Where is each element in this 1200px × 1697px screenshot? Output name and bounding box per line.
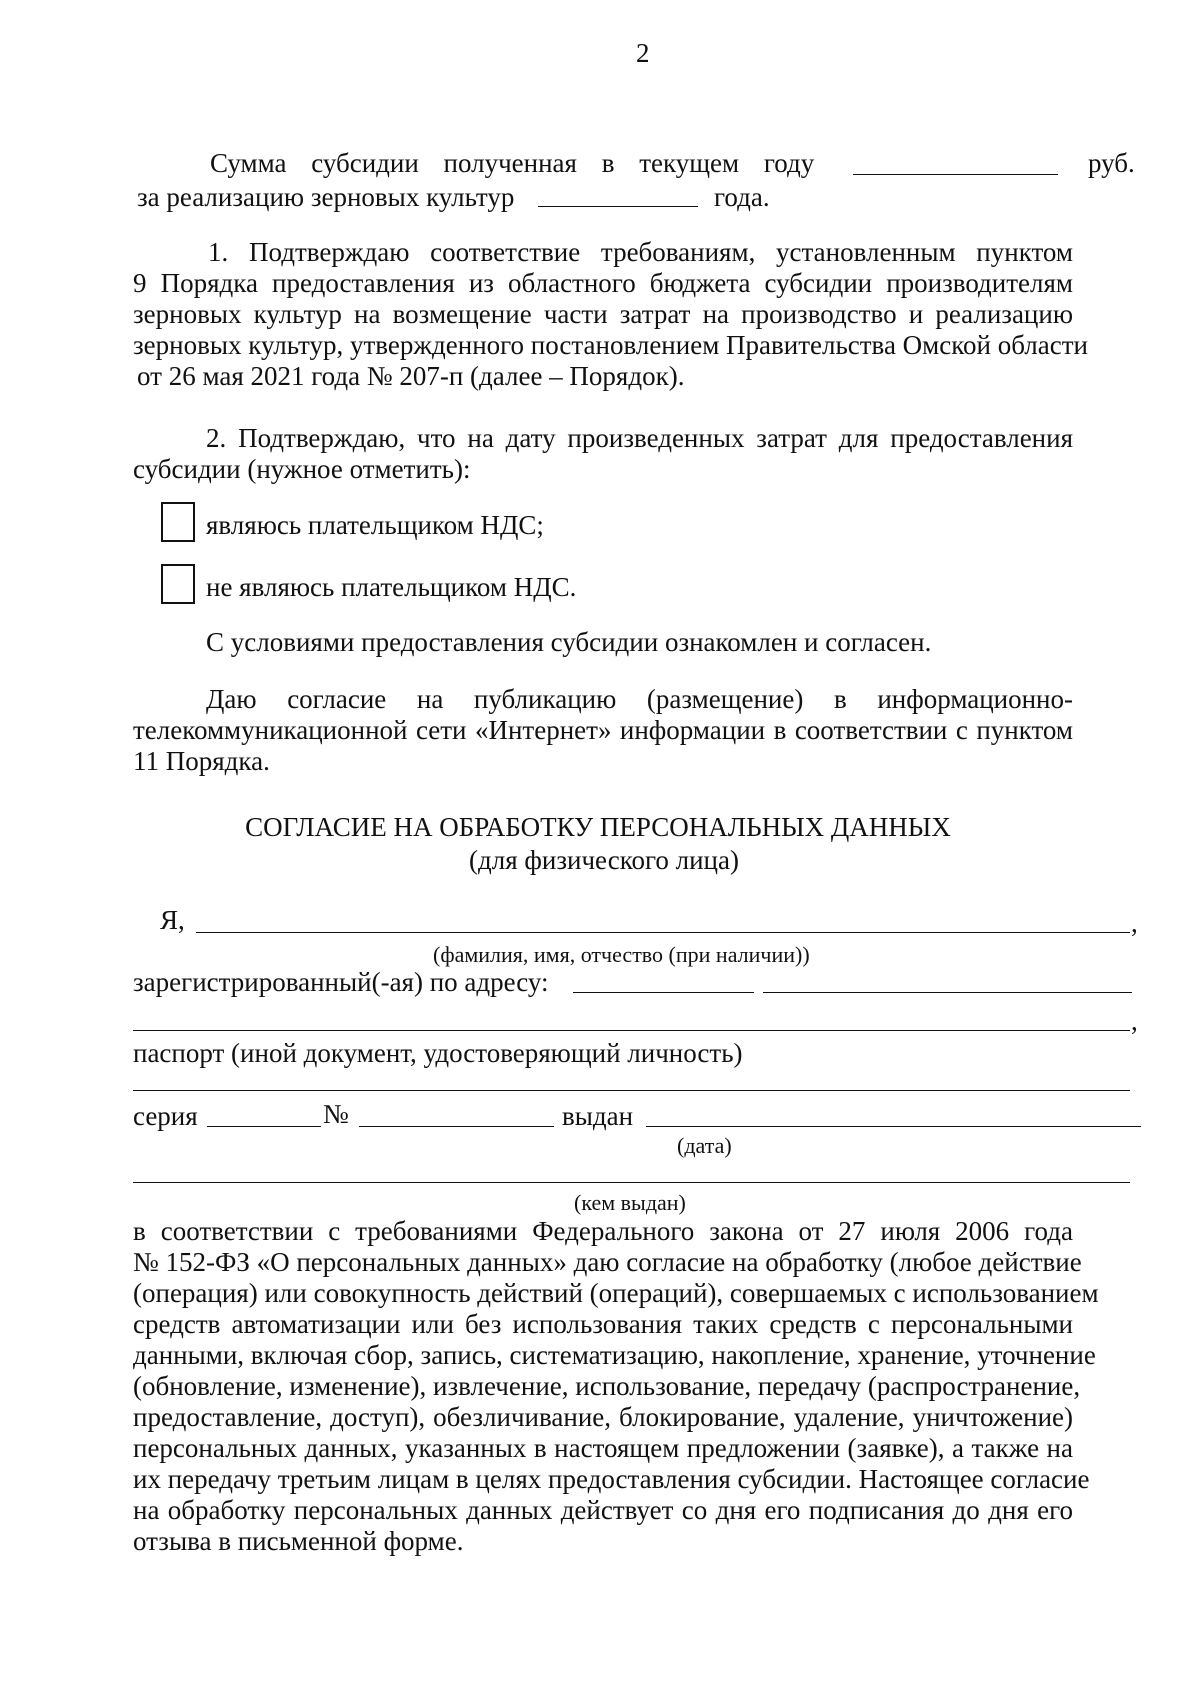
not-vat-payer-label: не являюсь плательщиком НДС. bbox=[206, 572, 577, 602]
i-label: Я, bbox=[160, 905, 185, 935]
page-number: 2 bbox=[636, 38, 650, 68]
consent-body-line-4: средств автоматизации или без использования таких средств с персональными bbox=[133, 1309, 1073, 1339]
subsidy-amount-label: Сумма субсидии полученная в текущем году bbox=[210, 148, 815, 178]
paragraph-1-line-2: 9 Порядка предоставления из областного бюджета субсидии производителям bbox=[133, 268, 1073, 298]
paragraph-1-line-4: зерновых культур, утвержденного постановлением Правительства Омской области bbox=[133, 330, 1088, 360]
consent-body-line-8: персональных данных, указанных в настоящем предложении (заявке), а также на bbox=[133, 1433, 1073, 1463]
number-field[interactable] bbox=[359, 1126, 554, 1127]
publication-consent-line-1: Даю согласие на публикацию (размещение) в информационно- bbox=[206, 684, 1073, 714]
subsidy-amount-field[interactable] bbox=[853, 174, 1058, 175]
consent-body-line-5: данными, включая сбор, запись, систематизацию, накопление, хранение, уточнение bbox=[133, 1340, 1096, 1370]
consent-body-line-7: предоставление, доступ), обезличивание, блокирование, удаление, уничтожение) bbox=[133, 1402, 1073, 1432]
year-field[interactable] bbox=[538, 206, 698, 207]
vat-payer-checkbox[interactable] bbox=[161, 502, 195, 542]
consent-body-line-1: в соответствии с требованиями Федерального закона от 27 июля 2006 года bbox=[133, 1216, 1073, 1246]
address-field-2[interactable] bbox=[763, 992, 1132, 993]
not-vat-payer-checkbox[interactable] bbox=[161, 564, 195, 604]
consent-body-line-10: на обработку персональных данных действует со дня его подписания до дня его bbox=[133, 1495, 1073, 1525]
publication-consent-line-2: телекоммуникационной сети «Интернет» информации в соответствии с пунктом bbox=[133, 715, 1073, 745]
passport-label: паспорт (иной документ, удостоверяющий личность) bbox=[133, 1038, 743, 1068]
address-field-3[interactable] bbox=[133, 1030, 1130, 1031]
terms-agreement: С условиями предоставления субсидии ознакомлен и согласен. bbox=[206, 627, 932, 657]
address-field-1[interactable] bbox=[573, 992, 754, 993]
consent-body-line-2: № 152-ФЗ «О персональных данных» даю согласие на обработку (любое действие bbox=[133, 1247, 1082, 1277]
series-label: серия bbox=[133, 1101, 198, 1131]
currency-unit: руб. bbox=[1088, 148, 1135, 178]
paragraph-1-line-3: зерновых культур на возмещение части затрат на производство и реализацию bbox=[133, 299, 1073, 329]
paragraph-2-line-1: 2. Подтверждаю, что на дату произведенных затрат для предоставления bbox=[206, 423, 1073, 453]
series-field[interactable] bbox=[207, 1126, 321, 1127]
issued-label: выдан bbox=[562, 1101, 634, 1131]
name-comma: , bbox=[1131, 908, 1138, 938]
passport-field[interactable] bbox=[133, 1090, 1130, 1091]
vat-payer-label: являюсь плательщиком НДС; bbox=[206, 510, 544, 540]
issuer-caption: (кем выдан) bbox=[574, 1190, 686, 1215]
issuer-field[interactable] bbox=[133, 1182, 1130, 1183]
paragraph-2-line-2: субсидии (нужное отметить): bbox=[133, 454, 471, 484]
consent-title: СОГЛАСИЕ НА ОБРАБОТКУ ПЕРСОНАЛЬНЫХ ДАННЫХ bbox=[245, 812, 951, 842]
publication-consent-line-3: 11 Порядка. bbox=[133, 746, 270, 776]
grain-sales-label: за реализацию зерновых культур bbox=[137, 182, 515, 212]
consent-body-line-9: их передачу третьим лицам в целях предоставления субсидии. Настоящее согласие bbox=[133, 1464, 1090, 1494]
address-label: зарегистрированный(-ая) по адресу: bbox=[133, 967, 549, 997]
consent-body-line-3: (операция) или совокупность действий (операций), совершаемых с использованием bbox=[133, 1278, 1099, 1308]
number-label: № bbox=[323, 1099, 349, 1129]
consent-subtitle: (для физического лица) bbox=[469, 845, 739, 875]
issue-date-field[interactable] bbox=[646, 1126, 1141, 1127]
consent-body-line-6: (обновление, изменение), извлечение, использование, передачу (распространение, bbox=[133, 1371, 1081, 1401]
paragraph-1-line-1: 1. Подтверждаю соответствие требованиям, установленным пунктом bbox=[208, 237, 1073, 267]
full-name-field[interactable] bbox=[196, 932, 1130, 933]
year-label: года. bbox=[714, 182, 770, 212]
paragraph-1-line-5: от 26 мая 2021 года № 207-п (далее – Порядок). bbox=[137, 361, 685, 391]
date-caption: (дата) bbox=[677, 1133, 732, 1158]
address-comma: , bbox=[1131, 1006, 1138, 1036]
consent-body-line-11: отзыва в письменной форме. bbox=[133, 1526, 464, 1556]
name-caption: (фамилия, имя, отчество (при наличии)) bbox=[433, 942, 810, 967]
